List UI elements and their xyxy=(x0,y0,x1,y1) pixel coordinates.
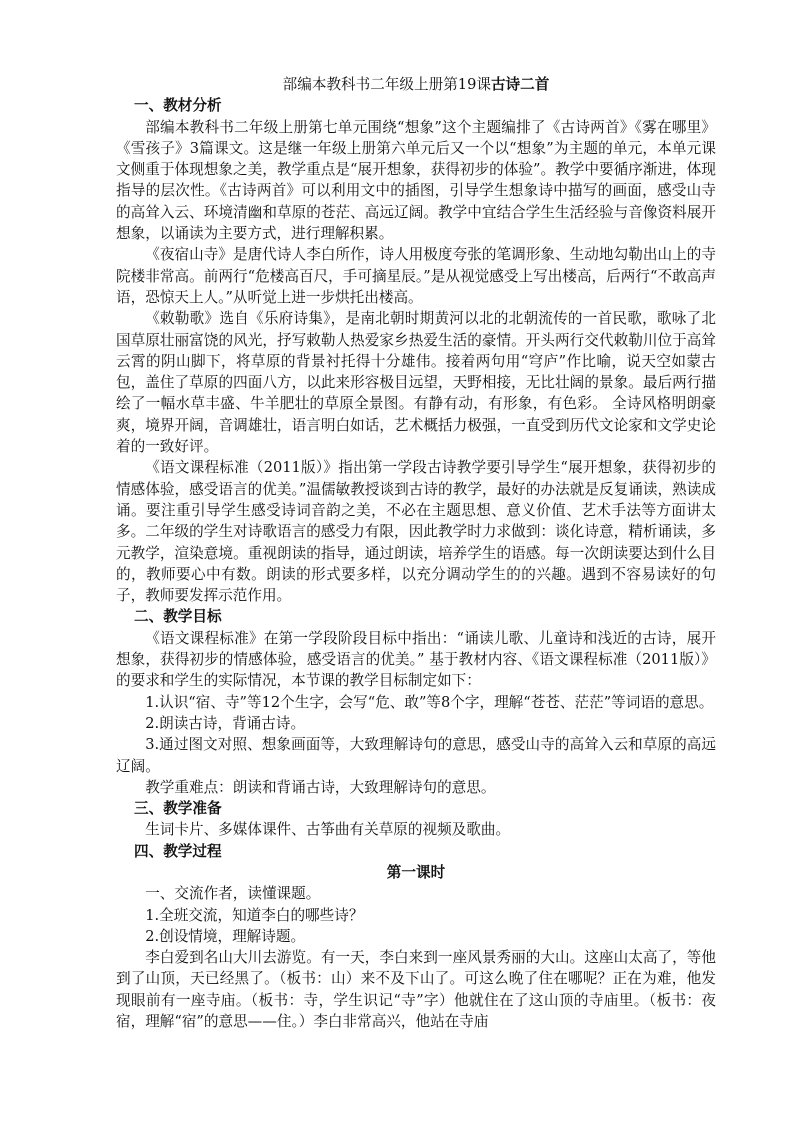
list-item: 1.认识“宿、寺”等12个生字，会写“危、敢”等8个字，理解“苍苍、茫茫”等词语的意思。 xyxy=(145,693,714,711)
paragraph: 教学重难点：朗读和背诵古诗，大致理解诗句的意思。 xyxy=(145,778,496,796)
lesson-title: 第一课时 xyxy=(386,863,446,881)
list-item: 3.通过图文对照、想象画面等，大致理解诗句的意思，感受山寺的高耸入云和草原的高远辽阔。 xyxy=(116,736,716,775)
section-heading-3: 三、教学准备 xyxy=(134,800,222,818)
paragraph: 《夜宿山寺》是唐代诗人李白所作，诗人用极度夸张的笔调形象、生动地勾勒出山上的寺院楼非常高。前两行“危楼高百尺，手可摘星辰。”是从视觉感受上写出楼高，后两行“不敢高声语，恐惊天上人。”从听觉上进一步烘托出楼高。 xyxy=(116,246,716,306)
title-bold: 古诗二首 xyxy=(490,76,550,93)
list-item: 2.朗读古诗，背诵古诗。 xyxy=(145,714,306,732)
document-title xyxy=(116,74,716,95)
paragraph: 生词卡片、多媒体课件、古筝曲有关草原的视频及歌曲。 xyxy=(145,821,511,839)
section-heading-2: 二、教学目标 xyxy=(134,608,222,626)
title-prefix: 部编本教科书二年级上册第19课 xyxy=(282,76,491,93)
paragraph: 《语文课程标准（2011版）》指出第一学段古诗教学要引导学生“展开想象，获得初步的情感体验，感受语言的优美。”温儒敏教授谈到古诗的教学，最好的办法就是反复诵读，熟读成诵。要注重引导学生感受诗词音韵之美，不必在主题思想、意义价值、艺术手法等方面讲太多。二年级的学生对诗歌语言的感受力有限，因此教学时力求做到：谈化诗意，精析诵读，多元教学，渲染意境。重视朗读的指导，通过朗读，培养学生的语感。每一次朗读要达到什么目的，教师要心中有数。朗读的形式要多样，以充分调动学生的的兴趣。遇到不容易读好的句子，教师要发挥示范作用。 xyxy=(116,459,716,605)
paragraph: 部编本教科书二年级上册第七单元围绕“想象”这个主题编排了《古诗两首》《雾在哪里》《雪孩子》3篇课文。这是继一年级上册第六单元后又一个以“想象”为主题的单元，本单元课文侧重于体现想象之美，教学重点是“展开想象，获得初步的体验”。教学中要循序渐进，体现指导的层次性。《古诗两首》可以利用文中的插图，引导学生想象诗中描写的画面，感受山寺的高耸入云、环境清幽和草原的苍茫、高远辽阔。教学中宜结合学生生活经验与音像资料展开想象，以诵读为主要方式，进行理解积累。 xyxy=(116,118,716,243)
paragraph: 一、交流作者，读懂课题。 xyxy=(145,885,321,903)
paragraph: 李白爱到名山大川去游览。有一天，李白来到一座风景秀丽的大山。这座山太高了，等他到了山顶，天已经黑了。（板书：山）来不及下山了。可这么晚了住在哪呢？正在为难，他发现眼前有一座寺庙。（板书：寺，学生识记“寺”字）他就住在了这山顶的寺庙里。（板书：夜宿，理解“宿”的意思——住。）李白非常高兴，他站在寺庙 xyxy=(116,949,716,1031)
section-heading-4: 四、教学过程 xyxy=(134,842,222,860)
list-item: 1.全班交流，知道李白的哪些诗？ xyxy=(145,906,364,924)
paragraph: 《语文课程标准》在第一学段阶段目标中指出：“诵读儿歌、儿童诗和浅近的古诗，展开想象，获得初步的情感体验，感受语言的优美。” 基于教材内容、《语文课程标准（2011版）》的要求和学生的实际情况，本节课的教学目标制定如下： xyxy=(116,629,716,690)
list-item: 2.创设情境，理解诗题。 xyxy=(145,927,306,945)
section-heading-1: 一、教材分析 xyxy=(134,97,222,115)
document-page xyxy=(116,74,716,1032)
paragraph: 《敕勒歌》选自《乐府诗集》，是南北朝时期黄河以北的北朝流传的一首民歌，歌咏了北国草原壮丽富饶的风光，抒写敕勒人热爱家乡热爱生活的豪情。开头两行交代敕勒川位于高耸云霄的阴山脚下，将草原的背景衬托得十分雄伟。接着两句用“穹庐”作比喻，说天空如蒙古包，盖住了草原的四面八方，以此来形容极目远望，天野相接，无比壮阔的景象。最后两行描绘了一幅水草丰盛、牛羊肥壮的草原全景图。有静有动，有形象，有色彩。 全诗风格明朗豪爽，境界开阔，音调雄壮，语言明白如话，艺术概括力极强，一直受到历代文论家和文学史论着的一致好评。 xyxy=(116,310,716,456)
